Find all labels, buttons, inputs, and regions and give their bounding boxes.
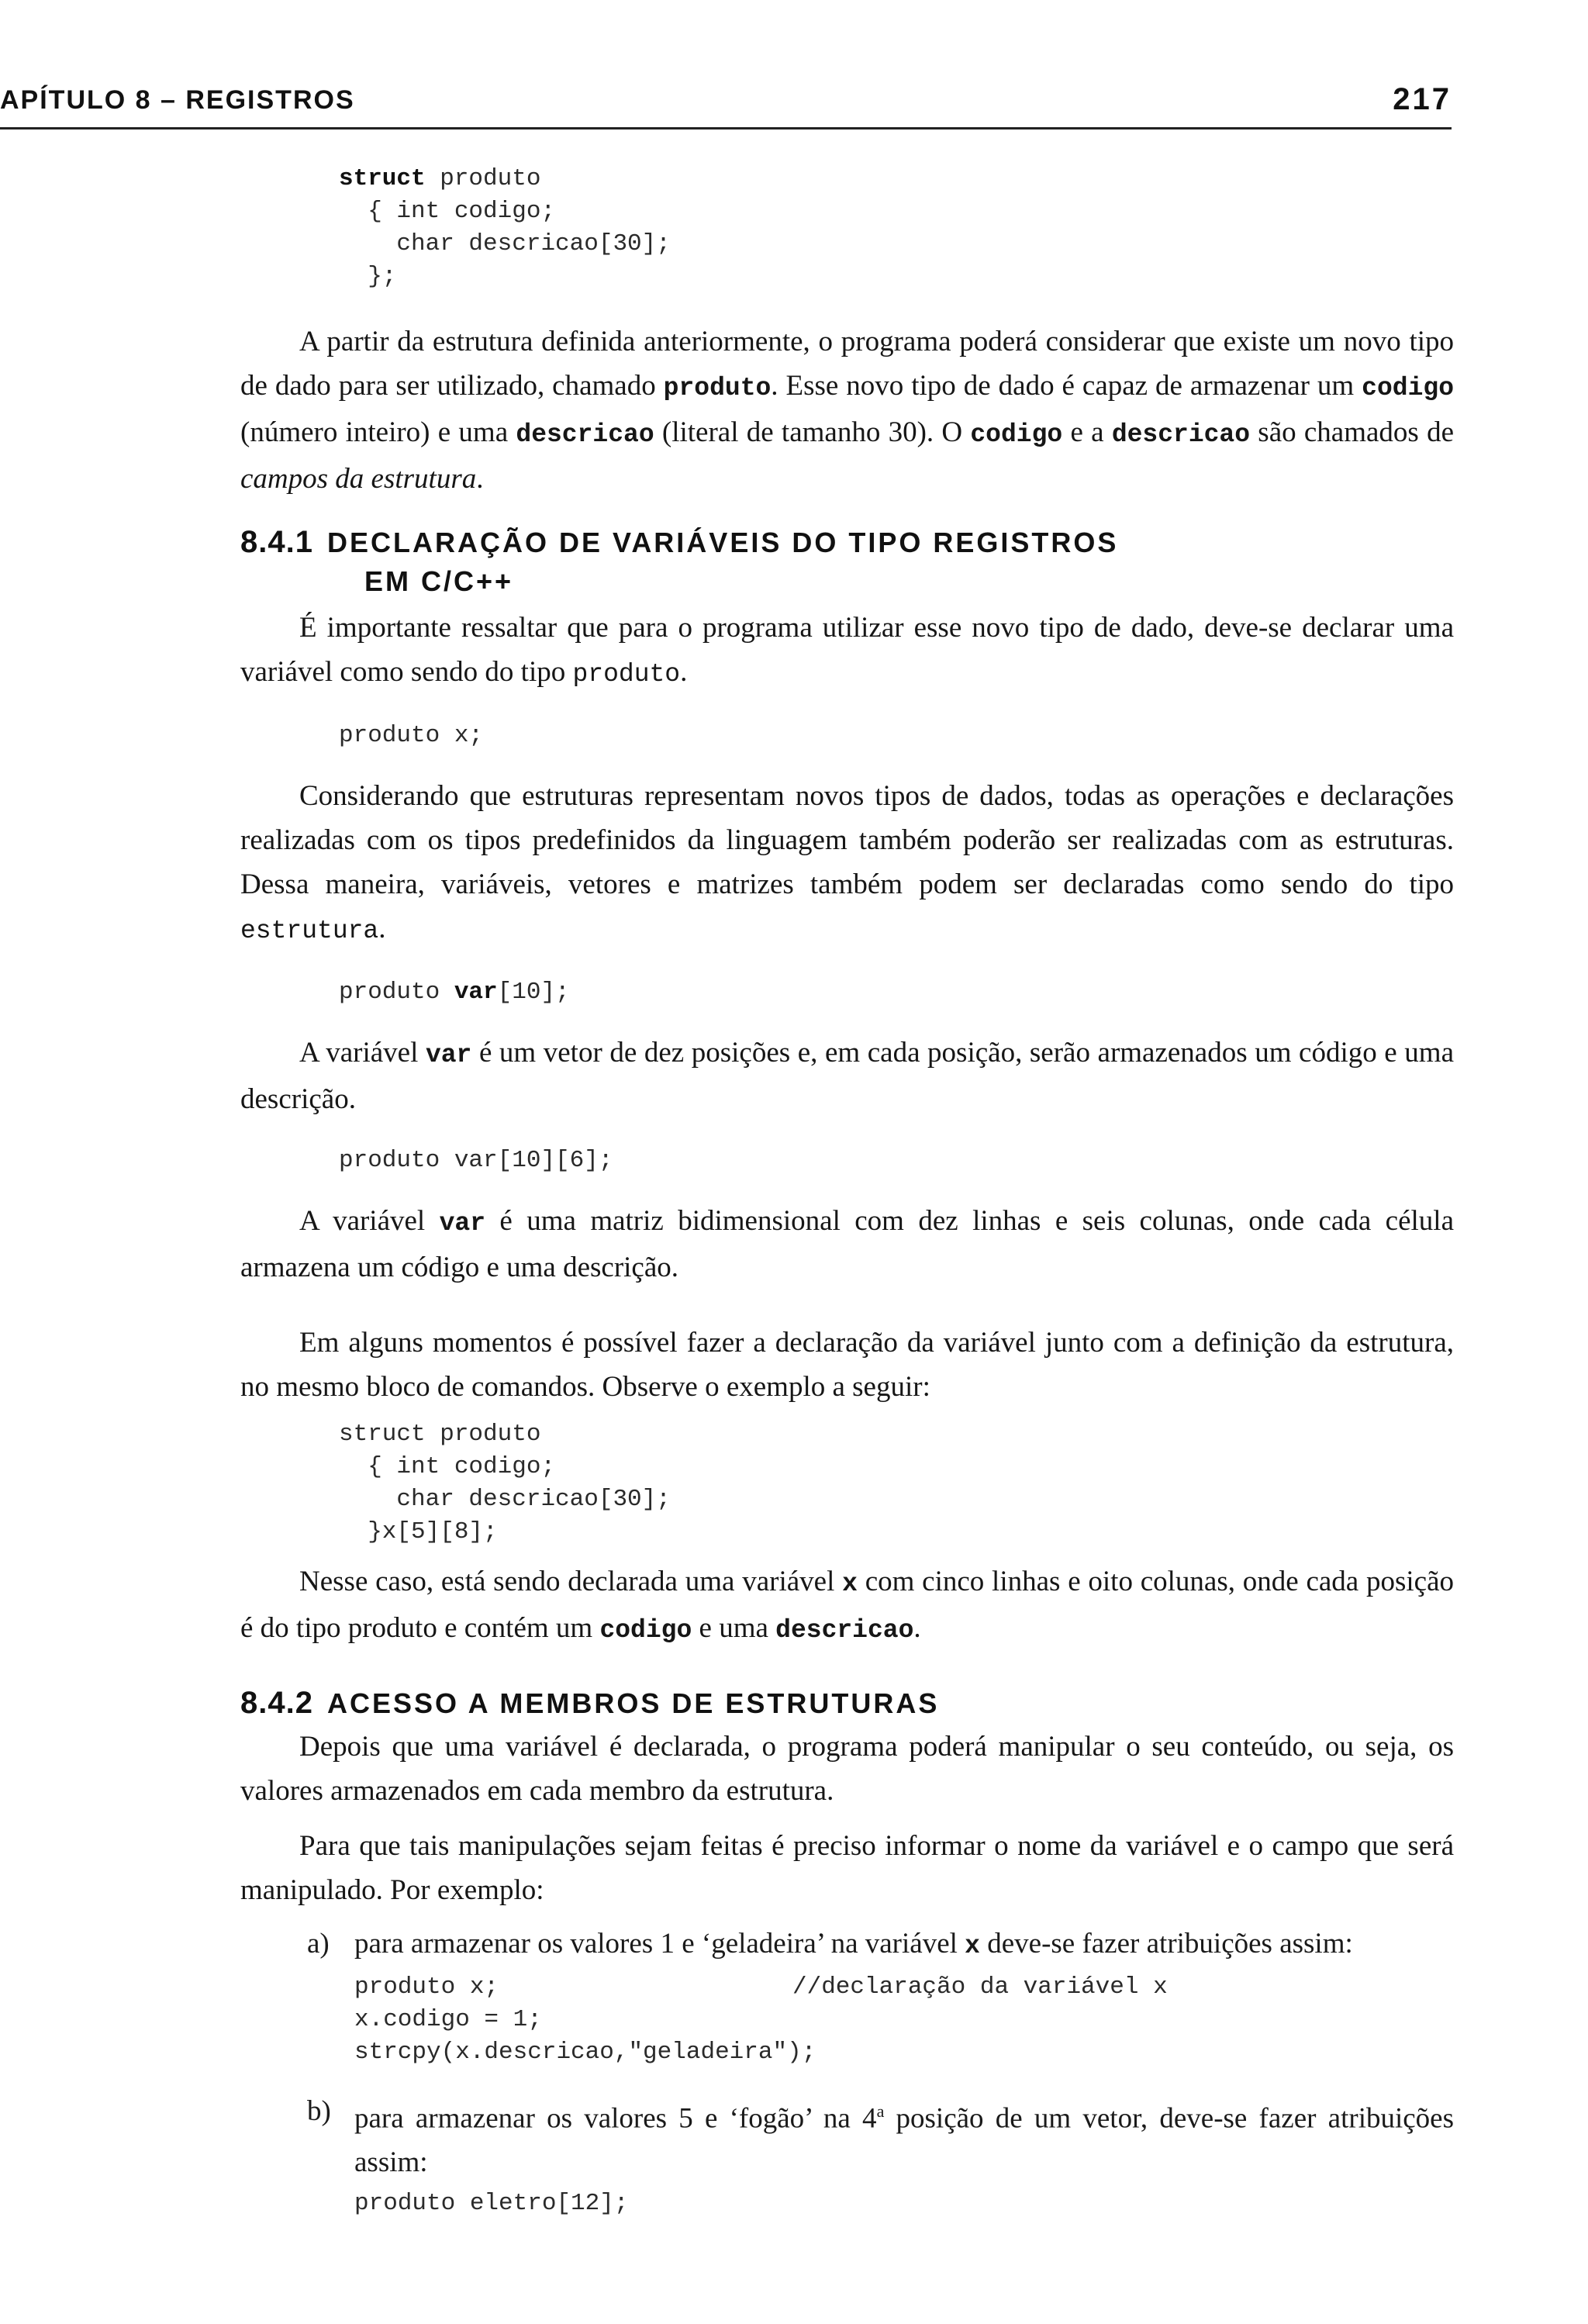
text: .	[680, 656, 688, 688]
emphasis-text: campos da estrutura	[240, 463, 477, 495]
code-keyword: var	[454, 979, 498, 1006]
list-item-a	[240, 1922, 1454, 2069]
text: É importante ressaltar que para o programa utilizar esse novo tipo de dado, deve-se declarar uma variável como sendo do tipo	[240, 612, 1454, 688]
paragraph-matrix-explanation	[240, 1199, 1454, 1290]
ordinal-superscript: a	[876, 2101, 885, 2121]
paragraph-declare-with-definition: Em alguns momentos é possível fazer a declaração da variável junto com a definição da estrutura, no mesmo bloco de comandos. Observe o exemplo a seguir:	[240, 1327, 1454, 1403]
text: .	[476, 463, 484, 495]
paragraph-declare-variable	[240, 606, 1454, 696]
section-title-line1: DECLARAÇÃO DE VARIÁVEIS DO TIPO REGISTROS	[326, 527, 1119, 558]
text: para armazenar os valores 1 e ‘geladeira’ na variável	[354, 1928, 965, 1960]
running-header	[0, 81, 1452, 129]
list-item-text	[354, 2089, 1454, 2184]
text: e a	[1062, 416, 1112, 448]
code-term: descricao	[516, 420, 654, 449]
code-line: struct produto	[339, 1421, 541, 1448]
list-marker: b)	[307, 2095, 331, 2127]
code-example-a	[354, 1971, 1454, 2069]
code-declare-matrix: produto var[10][6];	[339, 1147, 613, 1174]
text: A variável	[299, 1205, 440, 1237]
code-term: codigo	[1362, 374, 1454, 402]
text: para armazenar os valores 5 e ‘fogão’ na 4	[354, 2102, 877, 2135]
list-marker: a)	[307, 1928, 330, 1960]
paragraph-structures-as-types	[240, 774, 1454, 953]
section-number: 8.4.1	[240, 525, 313, 559]
section-heading-8-4-1	[240, 523, 1454, 601]
section-heading-8-4-2	[240, 1683, 1454, 1723]
text: e uma	[692, 1612, 776, 1644]
code-term: codigo	[599, 1616, 692, 1645]
section-title: ACESSO A MEMBROS DE ESTRUTURAS	[326, 1687, 940, 1719]
code-term: descricao	[1111, 420, 1251, 449]
code-term: var	[439, 1209, 486, 1238]
code-text: [10];	[497, 979, 570, 1006]
paragraph-vector-explanation	[240, 1031, 1454, 1121]
section-number: 8.4.2	[240, 1686, 313, 1720]
chapter-title: APÍTULO 8 – REGISTROS	[0, 85, 355, 115]
code-term: x	[842, 1569, 858, 1598]
code-line: }x[5][8];	[339, 1518, 498, 1545]
text: .	[378, 913, 386, 944]
text: são chamados de	[1250, 416, 1454, 448]
code-line: x.codigo = 1;	[354, 2006, 542, 2033]
code-comment: //declaração da variável x	[792, 1974, 1168, 2001]
paragraph-after-declaration: Depois que uma variável é declarada, o programa poderá manipular o seu conteúdo, ou seja, os valores armazenados em cada membro da estrutura.	[240, 1731, 1454, 1807]
code-term: produto	[663, 374, 772, 402]
text: A variável	[299, 1037, 426, 1069]
page-number: 217	[1393, 82, 1452, 116]
text: .	[913, 1612, 921, 1644]
paragraph-struct-explanation	[240, 319, 1454, 501]
text: (literal de tamanho 30). O	[654, 416, 971, 448]
code-term: x	[965, 1932, 980, 1960]
code-declare-x: produto x;	[339, 722, 484, 749]
text: deve-se fazer atribuições assim:	[979, 1928, 1353, 1960]
section-title-line2: EM C/C++	[364, 565, 514, 597]
list-item-text	[354, 1922, 1454, 1968]
code-line: };	[339, 263, 397, 290]
text: é um vetor de dez posições e, em cada posição, serão armazenados um código e uma descrição.	[240, 1037, 1454, 1115]
code-declare-vector	[339, 976, 1454, 1009]
code-line: produto x;	[354, 1974, 499, 2001]
code-keyword: struct	[339, 165, 426, 192]
code-term: estrutura	[240, 917, 379, 945]
code-line: char descricao[30];	[339, 230, 671, 257]
text: posição de um vetor, deve-se fazer atribuições assim:	[354, 2102, 1454, 2179]
list-item-b	[240, 2089, 1454, 2220]
code-term: descricao	[775, 1616, 914, 1645]
paragraph-x-explanation	[240, 1559, 1454, 1652]
text: com cinco linhas e oito colunas, onde cada posição é do tipo produto e contém um	[240, 1566, 1454, 1644]
code-example-b: produto eletro[12];	[354, 2190, 629, 2218]
text: Nesse caso, está sendo declarada uma variável	[299, 1566, 843, 1597]
code-struct-definition	[339, 163, 1454, 293]
text: . Esse novo tipo de dado é capaz de armazenar um	[771, 370, 1362, 402]
code-term: var	[425, 1041, 472, 1069]
code-term: produto	[572, 660, 681, 689]
code-text: produto	[339, 979, 454, 1006]
page-content	[240, 163, 1454, 2220]
code-term: codigo	[970, 420, 1063, 449]
text: Considerando que estruturas representam novos tipos de dados, todas as operações e declarações realizadas com os tipos predefinidos da linguagem também poderão ser realizadas com as estruturas. Dessa maneira, variáveis, vetores e matrizes também podem ser declaradas como sendo do tipo	[240, 780, 1454, 900]
code-line: strcpy(x.descricao,"geladeira");	[354, 2039, 816, 2066]
text: é uma matriz bidimensional com dez linhas e seis colunas, onde cada célula armazena um código e uma descrição.	[240, 1205, 1454, 1283]
code-line: { int codigo;	[339, 1453, 556, 1480]
code-line: produto	[425, 165, 541, 192]
text: A partir da estrutura definida anteriormente, o programa poderá considerar que existe um novo tipo de dado para ser utilizado, chamado	[240, 326, 1454, 402]
code-line: { int codigo;	[339, 198, 556, 225]
text: (número inteiro) e uma	[240, 416, 516, 448]
paragraph-manipulation: Para que tais manipulações sejam feitas é preciso informar o nome da variável e o campo que será manipulado. Por exemplo:	[240, 1830, 1454, 1906]
code-struct-with-variable	[339, 1418, 1454, 1549]
code-line: char descricao[30];	[339, 1486, 671, 1513]
